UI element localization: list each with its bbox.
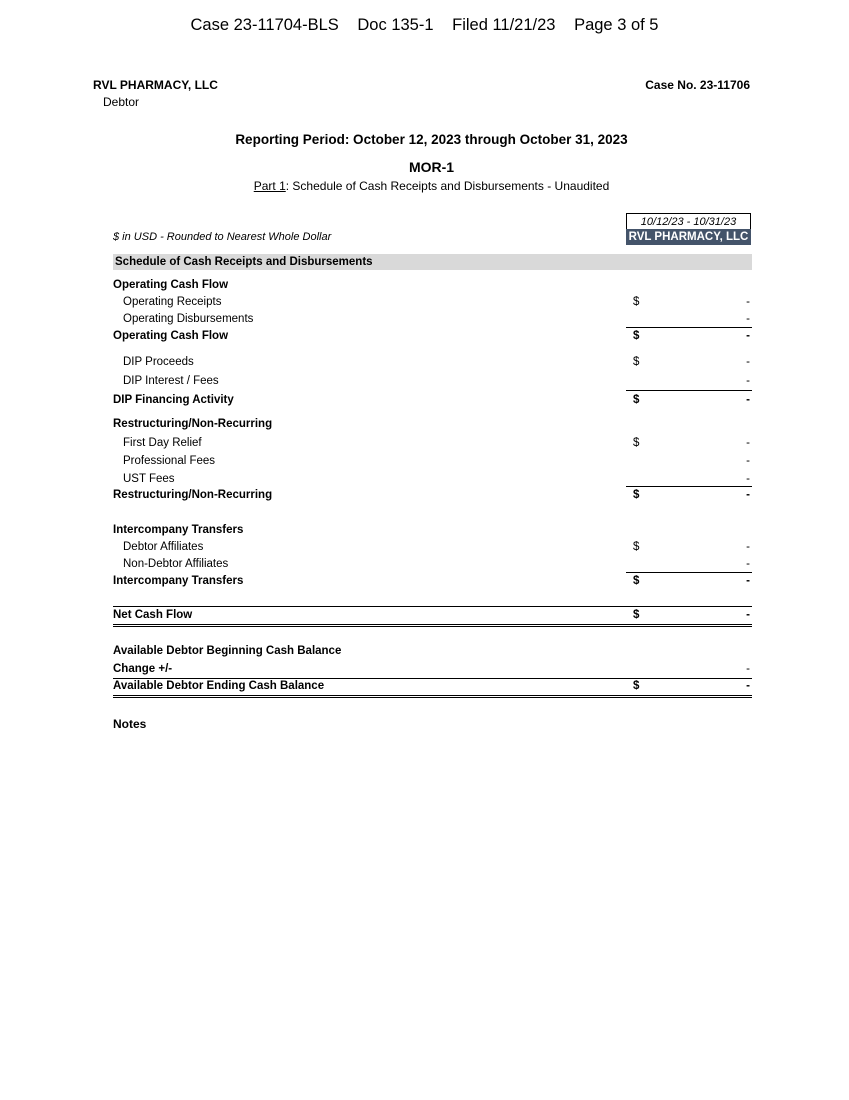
table-row: DIP Proceeds $ - xyxy=(123,356,750,368)
table-row: DIP Interest / Fees - xyxy=(123,375,750,387)
subtotal-rule xyxy=(626,327,752,328)
net-double-rule-1 xyxy=(113,624,752,625)
notes-label: Notes xyxy=(113,717,147,731)
section-header: Schedule of Cash Receipts and Disbursements xyxy=(113,254,752,270)
table-row: Available Debtor Ending Cash Balance $ - xyxy=(113,680,750,692)
part-subtitle xyxy=(0,179,849,193)
table-row: Intercompany Transfers $ - xyxy=(113,575,750,587)
table-row: Professional Fees - xyxy=(123,455,750,467)
group-heading: Operating Cash Flow xyxy=(113,279,229,291)
form-title: MOR-1 xyxy=(408,159,455,175)
part-label: Part 1 xyxy=(253,179,286,193)
table-row: First Day Relief $ - xyxy=(123,437,750,449)
debtor-role: Debtor xyxy=(103,95,140,109)
debtor-name: RVL PHARMACY, LLC xyxy=(93,78,218,92)
table-row: Net Cash Flow $ - xyxy=(113,609,750,621)
part-description: : Schedule of Cash Receipts and Disbursements - Unaudited xyxy=(285,179,610,193)
case-no: Case No. 23-11706 xyxy=(645,78,750,92)
table-row: Non-Debtor Affiliates - xyxy=(123,558,750,570)
table-row: Available Debtor Beginning Cash Balance xyxy=(113,645,342,657)
net-top-rule xyxy=(113,606,752,607)
column-header xyxy=(626,213,751,245)
table-row xyxy=(113,278,752,293)
table-row: DIP Financing Activity $ - xyxy=(113,394,750,406)
table-row: Change +/- - xyxy=(113,663,750,675)
page-number-header: Page 3 of 5 xyxy=(574,16,659,34)
subtotal-rule xyxy=(626,572,752,573)
group-heading: Intercompany Transfers xyxy=(113,524,244,536)
court-header xyxy=(0,16,849,35)
table-row: Restructuring/Non-Recurring $ - xyxy=(113,489,750,501)
table-row: UST Fees - xyxy=(123,473,750,485)
entity-column-label: RVL PHARMACY, LLC xyxy=(626,229,751,245)
date-range: 10/12/23 - 10/31/23 xyxy=(626,213,751,229)
net-double-rule-2 xyxy=(113,626,752,627)
filed-date-header: Filed 11/21/23 xyxy=(452,16,556,34)
subtotal-rule xyxy=(626,486,752,487)
table-row: Operating Cash Flow $ - xyxy=(113,330,750,342)
table-row: Operating Disbursements - xyxy=(123,313,750,325)
table-row xyxy=(113,523,752,538)
end-double-rule-2 xyxy=(113,697,752,698)
table-row: Debtor Affiliates $ - xyxy=(123,541,750,553)
table-row: Operating Receipts $ - xyxy=(123,296,750,308)
group-heading: Restructuring/Non-Recurring xyxy=(113,418,273,430)
reporting-period: Reporting Period: October 12, 2023 through October 31, 2023 xyxy=(235,132,628,147)
units-note: $ in USD - Rounded to Nearest Whole Dollar xyxy=(113,231,332,243)
table-row xyxy=(113,417,752,432)
end-double-rule-1 xyxy=(113,695,752,696)
doc-number-header: Doc 135-1 xyxy=(357,16,434,34)
case-number-header: Case 23-11704-BLS xyxy=(190,16,339,34)
subtotal-rule xyxy=(626,390,752,391)
